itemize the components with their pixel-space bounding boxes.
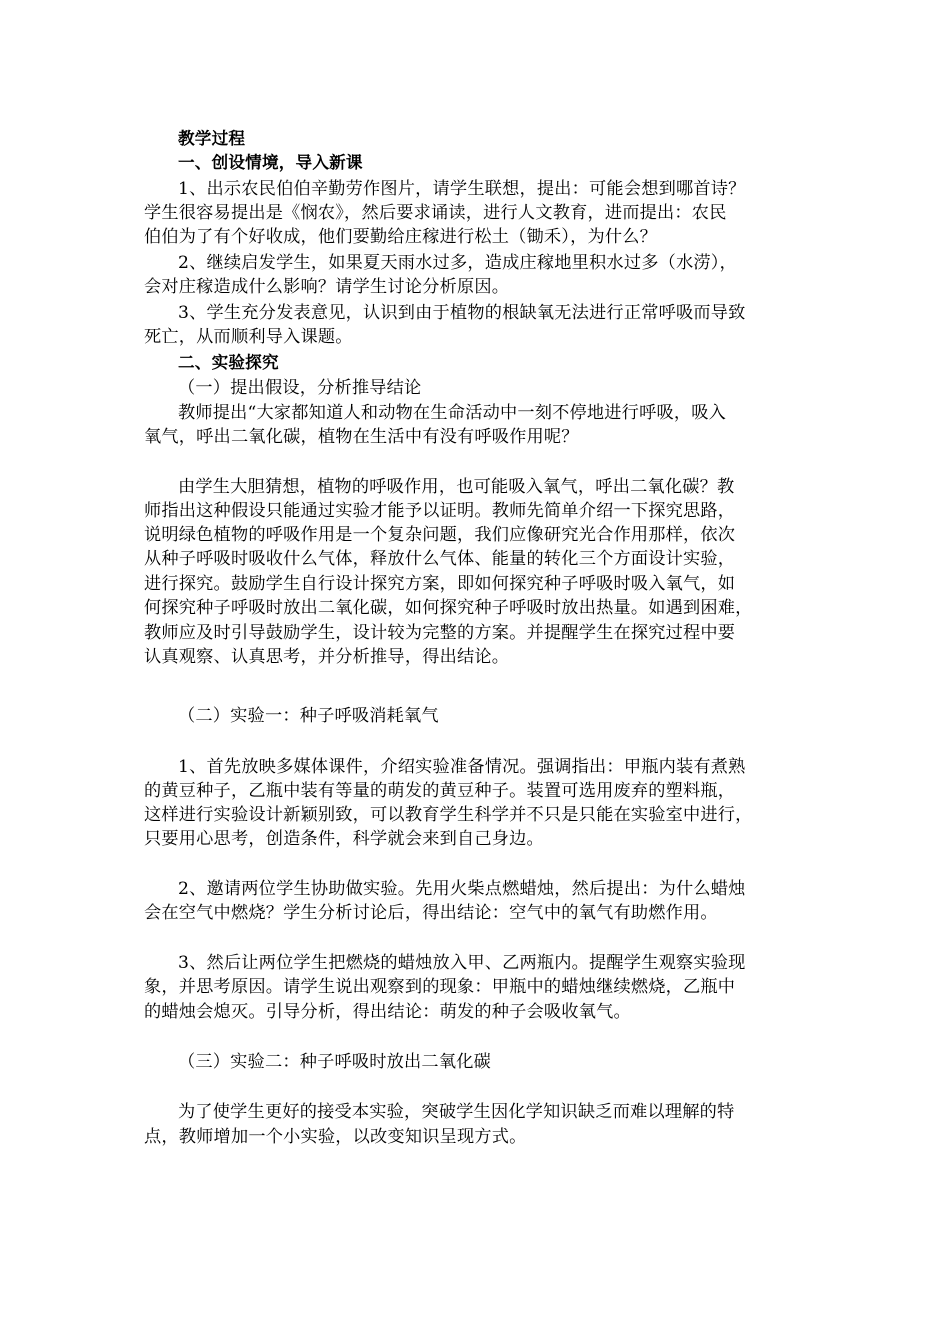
paragraph-line: 1、出示农民伯伯辛勤劳作图片，请学生联想，提出：可能会想到哪首诗？ (178, 179, 746, 199)
paragraph-line: 2、邀请两位学生协助做实验。先用火柴点燃蜡烛，然后提出：为什么蜡烛 (178, 879, 746, 899)
paragraph-line: 由学生大胆猜想，植物的呼吸作用，也可能吸入氧气，呼出二氧化碳？教 (178, 477, 735, 497)
paragraph-line: 教师提出“大家都知道人和动物在生命活动中一刻不停地进行呼吸，吸入 (178, 403, 727, 423)
paragraph-line: 为了使学生更好的接受本实验，突破学生因化学知识缺乏而难以理解的特 (178, 1102, 735, 1122)
paragraph-line: 伯伯为了有个好收成，他们要勤给庄稼进行松土（锄禾），为什么？ (144, 227, 658, 247)
paragraph-line: 点，教师增加一个小实验，以改变知识呈现方式。 (144, 1127, 527, 1147)
section-1-heading: 一、创设情境，导入新课 (178, 153, 363, 172)
paragraph-line: 的蜡烛会熄灭。引导分析，得出结论：萌发的种子会吸收氧气。 (144, 1002, 631, 1022)
paragraph-line: 从种子呼吸时吸收什么气体，释放什么气体、能量的转化三个方面设计实验， (144, 549, 736, 569)
paragraph-line: 氧气，呼出二氧化碳，植物在生活中有没有呼吸作用呢？ (144, 427, 579, 447)
paragraph-line: 学生很容易提出是《悯农》，然后要求诵读，进行人文教育，进而提出：农民 (144, 203, 727, 223)
paragraph-line: 死亡，从而顺利导入课题。 (144, 327, 353, 347)
section-2-heading: 二、实验探究 (178, 353, 279, 372)
paragraph-line: 1、首先放映多媒体课件，介绍实验准备情况。强调指出：甲瓶内装有煮熟 (178, 757, 746, 777)
paragraph-line: 说明绿色植物的呼吸作用是一个复杂问题，我们应像研究光合作用那样，依次 (144, 525, 736, 545)
subsection-heading: （一）提出假设，分析推导结论 (178, 378, 422, 398)
paragraph-line: 3、学生充分发表意见，认识到由于植物的根缺氧无法进行正常呼吸而导致 (178, 303, 746, 323)
paragraph-line: 象，并思考原因。请学生说出观察到的现象：甲瓶中的蜡烛继续燃烧，乙瓶中 (144, 977, 736, 997)
paragraph-line: 认真观察、认真思考，并分析推导，得出结论。 (144, 647, 510, 667)
paragraph-line: 3、然后让两位学生把燃烧的蜡烛放入甲、乙两瓶内。提醒学生观察实验现 (178, 953, 746, 973)
paragraph-line: 进行探究。鼓励学生自行设计探究方案，即如何探究种子呼吸时吸入氧气，如 (144, 574, 736, 594)
subsection-heading: （二）实验一：种子呼吸消耗氧气 (178, 706, 439, 726)
subsection-heading: （三）实验二：种子呼吸时放出二氧化碳 (178, 1052, 491, 1072)
paragraph-line: 的黄豆种子，乙瓶中装有等量的萌发的黄豆种子。装置可选用废弃的塑料瓶， (144, 781, 736, 801)
paragraph-line: 何探究种子呼吸时放出二氧化碳，如何探究种子呼吸时放出热量。如遇到困难， (144, 598, 753, 618)
paragraph-line: 2、继续启发学生，如果夏天雨水过多，造成庄稼地里积水过多（水涝）， (178, 253, 737, 273)
paragraph-line: 只要用心思考，创造条件，科学就会来到自己身边。 (144, 829, 544, 849)
paragraph-line: 师指出这种假设只能通过实验才能予以证明。教师先简单介绍一下探究思路， (144, 501, 736, 521)
paragraph-line: 会对庄稼造成什么影响？请学生讨论分析原因。 (144, 277, 510, 297)
document-title: 教学过程 (178, 129, 246, 148)
paragraph-line: 会在空气中燃烧？学生分析讨论后，得出结论：空气中的氧气有助燃作用。 (144, 903, 718, 923)
paragraph-line: 教师应及时引导鼓励学生，设计较为完整的方案。并提醒学生在探究过程中要 (144, 623, 736, 643)
paragraph-line: 这样进行实验设计新颖别致，可以教育学生科学并不只是只能在实验室中进行， (144, 805, 753, 825)
